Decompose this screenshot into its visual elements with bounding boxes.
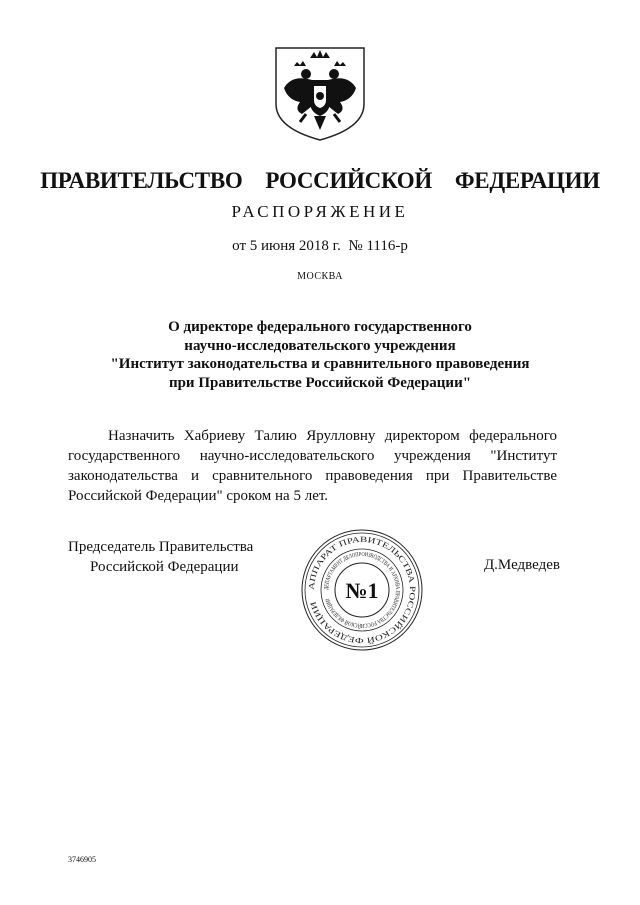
stamp-number: №1	[345, 578, 379, 603]
heading-line: "Институт законодательства и сравнительного правоведения	[110, 356, 530, 372]
document-date-number: от 5 июня 2018 г. № 1116-р	[232, 238, 408, 254]
issuer-title: ПРАВИТЕЛЬСТВО РОССИЙСКОЙ ФЕДЕРАЦИИ	[40, 168, 600, 193]
document-city: МОСКВА	[297, 271, 343, 282]
signatory-position	[68, 537, 253, 577]
document-heading	[0, 318, 640, 392]
document-code: 3746905	[68, 855, 96, 864]
heading-line: при Правительстве Российской Федерации"	[168, 374, 472, 391]
stamp-outer-text: АППАРАТ ПРАВИТЕЛЬСТВА РОССИЙСКОЙ ФЕДЕРАЦИИ	[306, 534, 418, 646]
heading-line: О директоре федерального государственного	[168, 319, 472, 335]
signatory-position-line: Председатель Правительства	[68, 539, 254, 555]
signatory-name: Д.Медведев	[483, 557, 560, 573]
heading-line: научно-исследовательского учреждения	[184, 337, 456, 354]
document-type: РАСПОРЯЖЕНИЕ	[231, 202, 409, 221]
document-body: Назначить Хабриеву Талию Ярулловну директором федерального государственного научно-исследовательского учреждения "Институт законодательства и сравнительного правоведения при Правительстве Российской Федерации" сроком на 5 лет.	[68, 428, 557, 504]
official-seal-stamp	[300, 528, 424, 652]
signatory-position-line: Российской Федерации	[90, 559, 239, 575]
stamp-inner-text: ДЕПАРТАМЕНТ ДЕЛОПРОИЗВОДСТВА И АРХИВА ПРАВИТЕЛЬСТВА РОССИЙСКОЙ ФЕДЕРАЦИИ	[323, 551, 401, 629]
coat-of-arms-emblem	[272, 44, 368, 142]
